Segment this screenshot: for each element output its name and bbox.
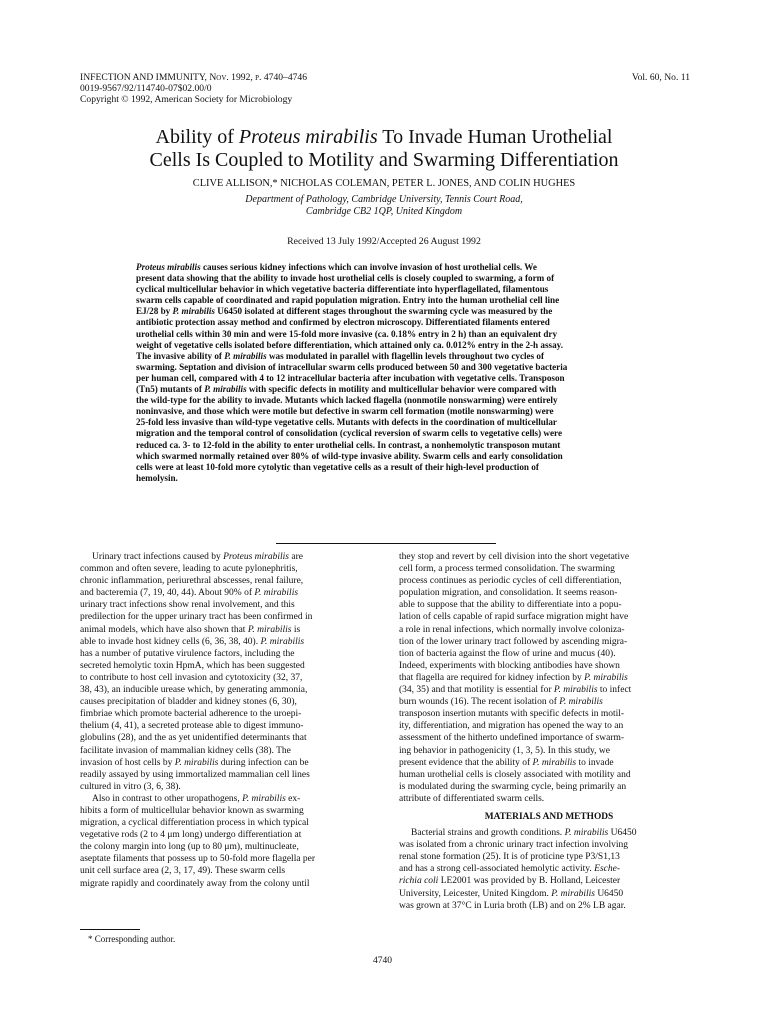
abstract: [136, 262, 634, 484]
received-date: Received 13 July 1992/Accepted 26 August 1992: [287, 236, 481, 247]
text-line: migration, a cyclical differentiation process in which typical: [80, 818, 309, 829]
text-line: they stop and revert by cell division into the short vegetative: [399, 552, 630, 562]
text-line: burn wounds (16). The recent isolation of P. mirabilis: [399, 697, 603, 708]
text-line: and bacteremia (7, 19, 40, 44). About 90% of P. mirabilis: [80, 588, 299, 599]
text-line: University, Leicester, United Kingdom. P. mirabilis U6450: [399, 888, 624, 899]
text-line: richia coli LE2001 was provided by B. Holland, Leicester: [399, 876, 621, 887]
text-line: to contribute to host cell invasion and cytotoxicity (32, 37,: [80, 672, 303, 683]
text-line: weight of vegetative cells isolated before differentiation, which attained only ca. 0.012% entry in the 2-h assay.: [136, 339, 563, 350]
text-line: human urothelial cells is closely associated with motility and: [399, 769, 631, 780]
text-line: the colony margin into long (up to 80 μm), multinucleate,: [80, 842, 299, 853]
text-line: hibits a form of multicellular behavior known as swarming: [80, 805, 304, 816]
text-line: EJ/28 by P. mirabilis U6450 isolated at different stages throughout the swarming cycle was measured by the: [136, 306, 553, 317]
text-line: causes precipitation of bladder and kidney stones (6, 30),: [80, 697, 297, 708]
text-line: common and often severe, leading to acute pylonephritis,: [80, 564, 298, 575]
text-line: migrate rapidly and coordinately away from the colony until: [80, 878, 310, 889]
text-line: fimbriae which promote bacterial adherence to the uroepi-: [80, 709, 302, 720]
text-line: able to suppose that the ability to differentiate into a popu-: [399, 600, 622, 611]
text-line: vegetative rods (2 to 4 μm long) undergo differentiation at: [80, 830, 302, 841]
abstract-divider: [276, 543, 496, 544]
text-line: animal models, which have also shown that P. mirabilis is: [80, 624, 301, 635]
text-line: population migration, and consolidation. It seems reason-: [399, 588, 618, 599]
text-line: that flagella are required for kidney infection by P. mirabilis: [399, 672, 628, 683]
text-line: swarming. Septation and division of intracellular swarm cells produced between 50 and 300 vegetative bacteria: [136, 361, 568, 372]
text-line: Indeed, experiments with blocking antibodies have shown: [399, 660, 620, 671]
text-line: urothelial cells within 30 min and were 15-fold more invasive (ca. 0.18% entry in 2 h) than an equivalent dry: [136, 328, 558, 339]
body-column-right: [399, 551, 699, 912]
text-line: transposon insertion mutants with specific defects in motil-: [399, 709, 625, 720]
text-line: is modulated during the swarming cycle, being primarily an: [399, 781, 627, 792]
text-line: Also in contrast to other uropathogens, P. mirabilis ex-: [92, 793, 301, 804]
text-line: and has a strong cell-associated hemolytic activity. Esche-: [399, 864, 620, 875]
text-line: was grown at 37°C in Luria broth (LB) and on 2% LB agar.: [399, 900, 626, 911]
text-line: Bacterial strains and growth conditions. P. mirabilis U6450: [411, 828, 637, 839]
text-line: globulins (28), and the as yet unidentified determinants that: [80, 733, 307, 744]
text-line: renal stone formation (25). It is of proticine type P3/S1,13: [399, 852, 620, 863]
text-line: attribute of differentiated swarm cells.: [399, 793, 545, 804]
text-line: antibiotic protection assay method and confirmed by electron microscopy. Differentiated filaments entered: [136, 317, 550, 328]
text-line: hemolysin.: [136, 472, 178, 483]
text-line: invasion of host cells by P. mirabilis during infection can be: [80, 757, 309, 768]
text-line: noninvasive, and those which were motile but defective in swarm cell formation (motile nonswarming) were: [136, 406, 554, 417]
journal-line: Copyright © 1992, American Society for Microbiology: [80, 94, 293, 106]
journal-header: [80, 72, 690, 106]
text-line: Proteus mirabilis causes serious kidney infections which can involve invasion of host urothelial cells. We: [136, 262, 537, 272]
text-line: 25-fold less invasive than wild-type vegetative cells. Mutants with defects in the coordination of multicellular: [136, 417, 557, 428]
footnote: * Corresponding author.: [88, 934, 176, 944]
journal-line: 0019-9567/92/114740-07$02.00/0: [80, 83, 212, 95]
text-line: assessment of the hitherto undefined importance of swarm-: [399, 733, 625, 744]
text-line: unit cell surface area (2, 3, 17, 49). These swarm cells: [80, 866, 286, 877]
text-line: which swarmed normally retained over 80% of wild-type invasive ability. Swarm cells and early consolidation: [136, 450, 563, 461]
text-line: tion of the lower urinary tract followed by ascending migra-: [399, 636, 628, 647]
text-line: cell form, a process termed consolidation. The swarming: [399, 564, 615, 575]
text-line: secreted hemolytic toxin HpmA, which has been suggested: [80, 660, 305, 671]
section-heading: MATERIALS AND METHODS: [484, 811, 614, 822]
text-line: (34, 35) and that motility is essential for P. mirabilis to infect: [399, 685, 632, 696]
text-line: a role in renal infections, which normally involve coloniza-: [399, 624, 625, 635]
affiliation: [60, 194, 708, 218]
paper-title: [60, 126, 708, 172]
text-line: readily assayed by using immortalized mammalian cell lines: [80, 769, 310, 780]
text-line: facilitate invasion of mammalian kidney cells (38). The: [80, 745, 291, 756]
text-line: 38, 43), an inducible urease which, by generating ammonia,: [80, 685, 308, 696]
text-line: able to invade host kidney cells (6, 36, 38, 40). P. mirabilis: [80, 636, 305, 647]
journal-line: INFECTION AND IMMUNITY, Nov. 1992, p. 4740–4746: [80, 72, 308, 83]
text-line: per human cell, compared with 4 to 12 intracellular bacteria after incubation with vegetative cells. Transposon: [136, 372, 565, 383]
text-line: cyclical multicellular behavior in which vegetative bacteria differentiate into hyperflagellated, filamentous: [136, 284, 549, 295]
page-number: 4740: [373, 956, 392, 966]
text-line: tion of bacteria against the flow of urine and mucus (40).: [399, 648, 616, 659]
affiliation-line: Department of Pathology, Cambridge University, Tennis Court Road,: [245, 194, 523, 205]
text-line: the wild-type for the ability to invade. Mutants which lacked flagella (nonmotile nonswarming) were entirely: [136, 395, 558, 406]
volume-number: Vol. 60, No. 11: [631, 72, 690, 83]
text-line: predilection for the upper urinary tract has been confirmed in: [80, 612, 313, 623]
methods-text: [399, 827, 699, 912]
text-line: (Tn5) mutants of P. mirabilis with specific defects in motility and multicellular behavior were compared with: [136, 384, 557, 395]
text-line: thelium (4, 41), a secreted protease able to digest immuno-: [80, 721, 304, 732]
author-list: CLIVE ALLISON,* NICHOLAS COLEMAN, PETER L. JONES, AND COLIN HUGHES: [192, 178, 576, 189]
text-line: cells were at least 10-fold more cytolytic than vegetative cells as a result of their high-level production of: [136, 461, 539, 472]
text-line: process continues as periodic cycles of cell differentiation,: [399, 576, 622, 587]
text-line: was isolated from a chronic urinary tract infection involving: [399, 840, 628, 851]
title-line: Cells Is Coupled to Motility and Swarming Differentiation: [149, 149, 619, 171]
text-line: chronic inflammation, periurethral abscesses, renal failure,: [80, 576, 304, 587]
text-line: reduced ca. 3- to 12-fold in the ability to enter urothelial cells. In contrast, a nonhemolytic transposon mutant: [136, 439, 561, 450]
text-line: ity, differentiation, and migration has opened the way to an: [399, 721, 624, 732]
text-line: aseptate filaments that possess up to 50-fold more flagella per: [80, 854, 316, 865]
body-column-left: [80, 551, 380, 890]
text-line: swarm cells capable of coordinated and rapid population migration. Entry into the human urothelial cell line: [136, 295, 560, 306]
text-line: Urinary tract infections caused by Proteus mirabilis are: [92, 552, 303, 562]
text-line: has a number of putative virulence factors, including the: [80, 648, 295, 659]
text-line: cultured in vitro (3, 6, 38).: [80, 781, 181, 792]
text-line: ing behavior in pathogenicity (1, 3, 5). In this study, we: [399, 745, 610, 756]
text-line: present data showing that the ability to invade host urothelial cells is closely coupled to swarming, a form of: [136, 273, 555, 284]
text-line: urinary tract infections show renal involvement, and this: [80, 600, 295, 611]
title-line: Ability of Proteus mirabilis To Invade Human Urothelial: [155, 126, 613, 148]
footnote-divider: [80, 929, 140, 930]
text-line: present evidence that the ability of P. mirabilis to invade: [399, 757, 614, 768]
text-line: migration and the temporal control of consolidation (cyclical reversion of swarm cells to vegetative cells) were: [136, 428, 562, 439]
text-line: lation of cells capable of rapid surface migration might have: [399, 612, 629, 623]
affiliation-line: Cambridge CB2 1QP, United Kingdom: [305, 206, 463, 217]
text-line: The invasive ability of P. mirabilis was modulated in parallel with flagellin levels throughout two cycles of: [136, 350, 545, 361]
intro-continuation: [399, 551, 699, 805]
